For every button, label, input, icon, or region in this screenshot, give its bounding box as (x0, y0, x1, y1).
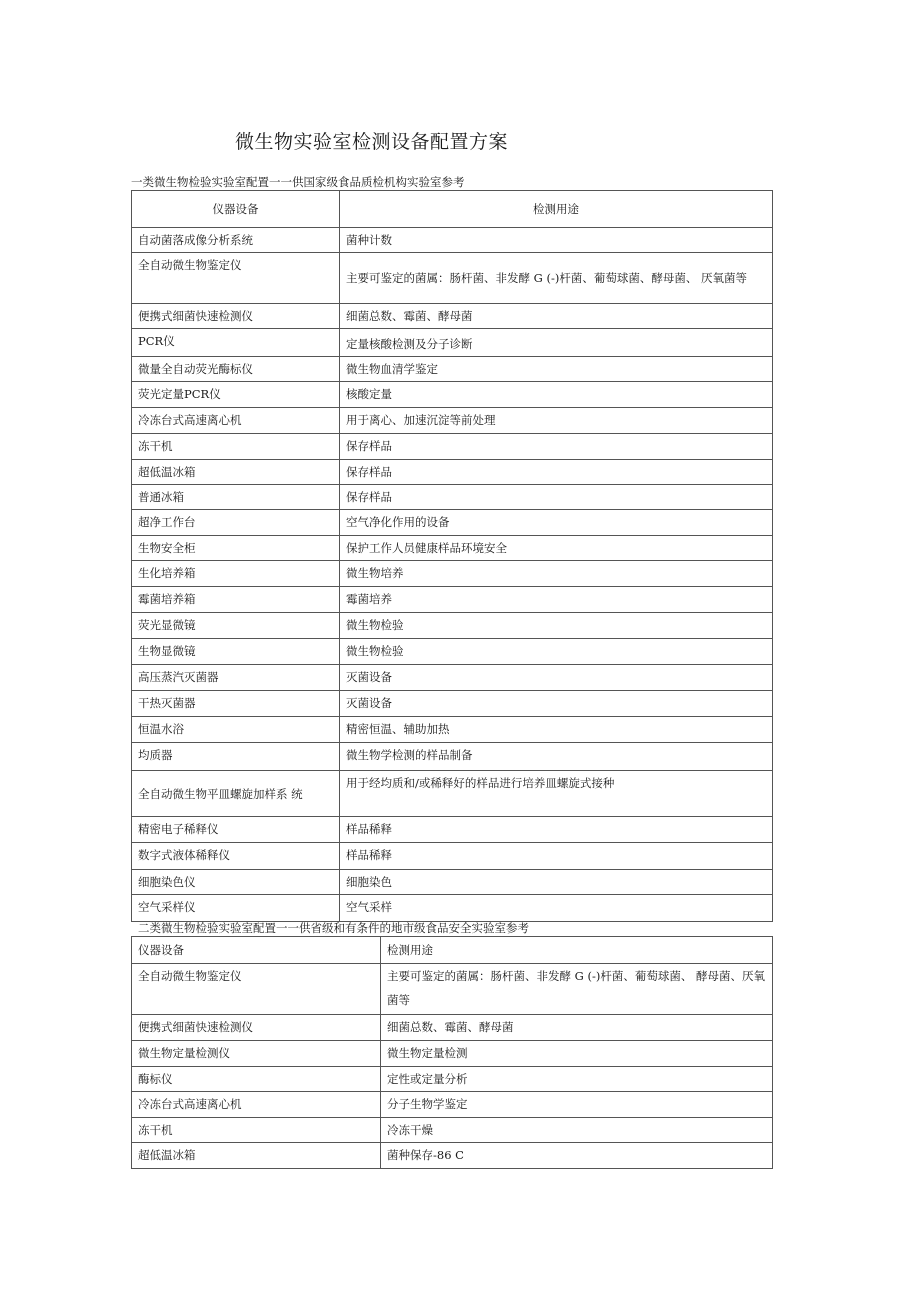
equipment-name: 冷冻台式高速离心机 (132, 408, 340, 434)
equipment-name: 冻干机 (132, 1118, 381, 1143)
table-row (132, 329, 773, 357)
equipment-purpose: 样品稀释 (340, 817, 773, 843)
equipment-name: 酶标仪 (132, 1067, 381, 1092)
equipment-purpose: 菌种保存-86 C (381, 1143, 773, 1169)
equipment-name: 超净工作台 (132, 510, 340, 536)
table-row (132, 639, 773, 665)
equipment-name: 霉菌培养箱 (132, 587, 340, 613)
table-row (132, 964, 773, 1015)
equipment-purpose: 样品稀释 (340, 843, 773, 870)
table-row (132, 717, 773, 743)
equipment-name: 普通冰箱 (132, 485, 340, 510)
table-row (132, 536, 773, 561)
table-row (132, 691, 773, 717)
equipment-name: 超低温冰箱 (132, 460, 340, 485)
equipment-purpose: 保存样品 (340, 434, 773, 460)
equipment-name: 冷冻台式高速离心机 (132, 1092, 381, 1118)
equipment-purpose: 菌种计数 (340, 228, 773, 253)
table-row (132, 843, 773, 870)
equipment-purpose: 空气净化作用的设备 (340, 510, 773, 536)
equipment-purpose: 保护工作人员健康样品环境安全 (340, 536, 773, 561)
equipment-name: 超低温冰箱 (132, 1143, 381, 1169)
table-row (132, 1143, 773, 1169)
equipment-name: 荧光显微镜 (132, 613, 340, 639)
table-row (132, 1041, 773, 1067)
equipment-purpose: 核酸定量 (340, 382, 773, 408)
table-row (132, 1015, 773, 1041)
equipment-purpose: 微生物定量检测 (381, 1041, 773, 1067)
equipment-purpose: 保存样品 (340, 460, 773, 485)
equipment-name: 数字式液体稀释仪 (132, 843, 340, 870)
table-row (132, 665, 773, 691)
table-row (132, 485, 773, 510)
equipment-name: 干热灭菌器 (132, 691, 340, 717)
table-row (132, 587, 773, 613)
equipment-purpose: 定量核酸检测及分子诊断 (340, 329, 773, 357)
equipment-purpose: 分子生物学鉴定 (381, 1092, 773, 1118)
equipment-name: 荧光定量PCR仪 (132, 382, 340, 408)
equipment-name: 微生物定量检测仪 (132, 1041, 381, 1067)
equipment-purpose: 保存样品 (340, 485, 773, 510)
equipment-name: 全自动微生物鉴定仪 (132, 253, 340, 304)
equipment-table-1 (131, 190, 773, 922)
equipment-purpose: 精密恒温、辅助加热 (340, 717, 773, 743)
header-purpose: 检测用途 (340, 191, 773, 228)
equipment-name: 冻干机 (132, 434, 340, 460)
equipment-purpose: 冷冻干燥 (381, 1118, 773, 1143)
table-row (132, 613, 773, 639)
table-row (132, 228, 773, 253)
equipment-purpose: 用于离心、加速沉淀等前处理 (340, 408, 773, 434)
equipment-name: 恒温水浴 (132, 717, 340, 743)
equipment-purpose: 微生物学检测的样品制备 (340, 743, 773, 771)
equipment-purpose: 细胞染色 (340, 870, 773, 895)
equipment-purpose: 灭菌设备 (340, 665, 773, 691)
table-row (132, 1118, 773, 1143)
equipment-name: 生物显微镜 (132, 639, 340, 665)
header-equipment: 仪器设备 (132, 191, 340, 228)
table-row (132, 382, 773, 408)
equipment-name: 便携式细菌快速检测仪 (132, 1015, 381, 1041)
equipment-name: 精密电子稀释仪 (132, 817, 340, 843)
equipment-name: 高压蒸汽灭菌器 (132, 665, 340, 691)
equipment-name: PCR仪 (132, 329, 340, 357)
table-row (132, 357, 773, 382)
table-row (132, 817, 773, 843)
equipment-name: 全自动微生物平皿螺旋加样系 统 (132, 771, 340, 817)
equipment-name: 生物安全柜 (132, 536, 340, 561)
header-purpose: 检测用途 (381, 937, 773, 964)
equipment-purpose: 微生物培养 (340, 561, 773, 587)
table-row (132, 1092, 773, 1118)
equipment-purpose: 细菌总数、霉菌、酵母菌 (340, 304, 773, 329)
table-row (132, 870, 773, 895)
equipment-name: 空气采样仪 (132, 895, 340, 922)
table-header-row (132, 191, 773, 228)
equipment-name: 便携式细菌快速检测仪 (132, 304, 340, 329)
table-row (132, 771, 773, 817)
page-title: 微生物实验室检测设备配置方案 (235, 131, 509, 153)
equipment-table-2 (131, 936, 773, 1169)
equipment-name: 自动菌落成像分析系统 (132, 228, 340, 253)
equipment-name: 细胞染色仪 (132, 870, 340, 895)
equipment-purpose: 空气采样 (340, 895, 773, 922)
equipment-purpose: 微生物检验 (340, 639, 773, 665)
equipment-purpose: 主要可鉴定的菌属：肠杆菌、非发酵 G (-)杆菌、葡萄球菌、 酵母菌、厌氧菌等 (381, 964, 773, 1015)
equipment-purpose: 用于经均质和/或稀释好的样品进行培养皿螺旋式接种 (340, 771, 773, 817)
table-row (132, 253, 773, 304)
header-equipment: 仪器设备 (132, 937, 381, 964)
table-row (132, 743, 773, 771)
table-row (132, 561, 773, 587)
table-row (132, 304, 773, 329)
equipment-purpose: 微生物血清学鉴定 (340, 357, 773, 382)
section2-caption: 二类微生物检验实验室配置一一供省级和有条件的地市级食品安全实验室参考 (138, 921, 529, 935)
equipment-purpose: 定性或定量分析 (381, 1067, 773, 1092)
equipment-name: 生化培养箱 (132, 561, 340, 587)
table-row (132, 510, 773, 536)
table-row (132, 408, 773, 434)
equipment-purpose: 主要可鉴定的菌属：肠杆菌、非发酵 G (-)杆菌、葡萄球菌、酵母菌、 厌氧菌等 (340, 253, 773, 304)
equipment-purpose: 灭菌设备 (340, 691, 773, 717)
table-row (132, 895, 773, 922)
equipment-name: 全自动微生物鉴定仪 (132, 964, 381, 1015)
equipment-name: 微量全自动荧光酶标仪 (132, 357, 340, 382)
equipment-name: 均质器 (132, 743, 340, 771)
equipment-purpose: 细菌总数、霉菌、酵母菌 (381, 1015, 773, 1041)
equipment-purpose: 霉菌培养 (340, 587, 773, 613)
table-header-row (132, 937, 773, 964)
table-row (132, 434, 773, 460)
table-row (132, 460, 773, 485)
section1-caption: 一类微生物检验实验室配置一一供国家级食品质检机构实验室参考 (131, 175, 465, 189)
table-row (132, 1067, 773, 1092)
equipment-purpose: 微生物检验 (340, 613, 773, 639)
